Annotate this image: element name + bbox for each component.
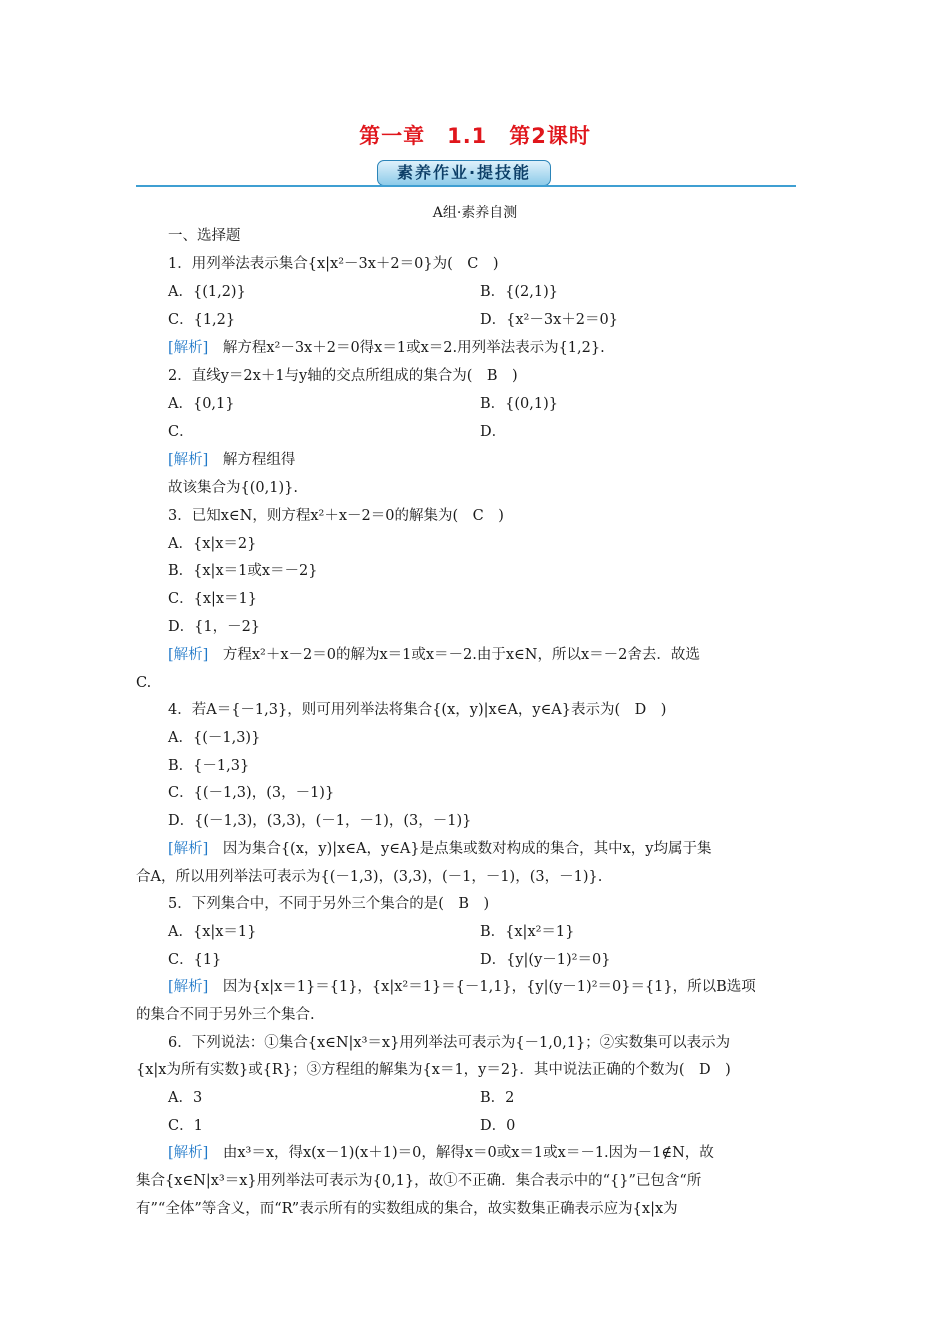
q1-stem: 1．用列举法表示集合{x|x²－3x＋2＝0}为( C ): [168, 256, 499, 272]
q6-analysis: [解析] 由x³＝x，得x(x－1)(x＋1)＝0，解得x＝0或x＝1或x＝－1.因为－1∉N，故: [168, 1145, 714, 1161]
q3-option-b: B．{x|x＝1或x＝－2}: [168, 563, 318, 579]
q3-option-a: A．{x|x＝2}: [168, 536, 257, 552]
q5-option-b: B．{x|x²＝1}: [480, 924, 575, 940]
banner: 素养作业·提技能: [377, 160, 551, 186]
q2-option-a: A．{0,1}: [168, 396, 235, 412]
analysis-tag: [解析]: [168, 647, 209, 663]
q4-analysis: [解析] 因为集合{(x，y)|x∈A，y∈A}是点集或数对构成的集合，其中x，y均属于集: [168, 841, 712, 857]
q5-option-c: C．{1}: [168, 952, 222, 968]
q5-analysis-cont: 的集合不同于另外三个集合.: [136, 1007, 315, 1023]
q2-option-b: B．{(0,1)}: [480, 396, 558, 412]
q3-stem: 3．已知x∈N，则方程x²＋x－2＝0的解集为( C ): [168, 508, 504, 524]
q6-option-c: C．1: [168, 1118, 203, 1134]
q1-option-d: D．{x²－3x＋2＝0}: [480, 312, 618, 328]
analysis-tag: [解析]: [168, 340, 209, 356]
analysis-tag: [解析]: [168, 452, 209, 468]
q1-option-b: B．{(2,1)}: [480, 284, 558, 300]
q3-analysis: [解析] 方程x²＋x－2＝0的解为x＝1或x＝－2.由于x∈N，所以x＝－2舍去．故选: [168, 647, 700, 663]
analysis-tag: [解析]: [168, 841, 209, 857]
q6-analysis-cont: 集合{x∈N|x³＝x}用列举法可表示为{0,1}，故①不正确．集合表示中的“{}”已包含“所: [136, 1173, 702, 1189]
q3-option-c: C．{x|x＝1}: [168, 591, 258, 607]
q2-option-d: D．: [480, 424, 507, 440]
q6-stem-cont: {x|x为所有实数}或{R}；③方程组的解集为{x＝1，y＝2}．其中说法正确的个数为( D ): [136, 1062, 731, 1078]
section-heading: 一、选择题: [168, 228, 241, 244]
q6-option-b: B．2: [480, 1090, 515, 1106]
q4-option-b: B．{－1,3}: [168, 758, 250, 774]
q3-option-d: D．{1，－2}: [168, 619, 261, 635]
q4-option-a: A．{(－1,3)}: [168, 730, 261, 746]
q6-option-a: A．3: [168, 1090, 203, 1106]
q3-analysis-cont: C.: [136, 675, 152, 691]
analysis-tag: [解析]: [168, 979, 209, 995]
q4-analysis-cont: 合A，所以用列举法可表示为{(－1,3)，(3,3)，(－1，－1)，(3，－1)}.: [136, 869, 603, 885]
q1-option-a: A．{(1,2)}: [168, 284, 246, 300]
q5-option-a: A．{x|x＝1}: [168, 924, 257, 940]
q6-stem: 6．下列说法：①集合{x∈N|x³＝x}用列举法可表示为{－1,0,1}；②实数集可以表示为: [168, 1035, 731, 1051]
q1-analysis: [解析] 解方程x²－3x＋2＝0得x＝1或x＝2.用列举法表示为{1,2}.: [168, 340, 605, 356]
q6-analysis-cont2: 有”“全体”等含义，而“R”表示所有的实数组成的集合，故实数集正确表示应为{x|x为: [136, 1201, 678, 1217]
q2-analysis: [解析] 解方程组得: [168, 452, 296, 468]
q5-option-d: D．{y|(y－1)²＝0}: [480, 952, 611, 968]
q4-option-c: C．{(－1,3)，(3，－1)}: [168, 785, 335, 801]
group-heading: A组·素养自测: [432, 205, 518, 221]
analysis-tag: [解析]: [168, 1145, 209, 1161]
page-title: 第一章 1.1 第2课时: [359, 124, 591, 148]
q6-option-d: D．0: [480, 1118, 516, 1134]
q1-option-c: C．{1,2}: [168, 312, 236, 328]
q2-analysis-cont: 故该集合为{(0,1)}.: [168, 480, 298, 496]
header-divider: [136, 185, 796, 187]
q5-analysis: [解析] 因为{x|x＝1}＝{1}，{x|x²＝1}＝{－1,1}，{y|(y－1)²＝0}＝{1}，所以B选项: [168, 979, 756, 995]
q2-option-c: C．: [168, 424, 194, 440]
q2-stem: 2．直线y＝2x＋1与y轴的交点所组成的集合为( B ): [168, 368, 518, 384]
q4-option-d: D．{(－1,3)，(3,3)，(－1，－1)，(3，－1)}: [168, 813, 472, 829]
q4-stem: 4．若A＝{－1,3}，则可用列举法将集合{(x，y)|x∈A，y∈A}表示为( D ): [168, 702, 667, 718]
q5-stem: 5．下列集合中，不同于另外三个集合的是( B ): [168, 896, 490, 912]
